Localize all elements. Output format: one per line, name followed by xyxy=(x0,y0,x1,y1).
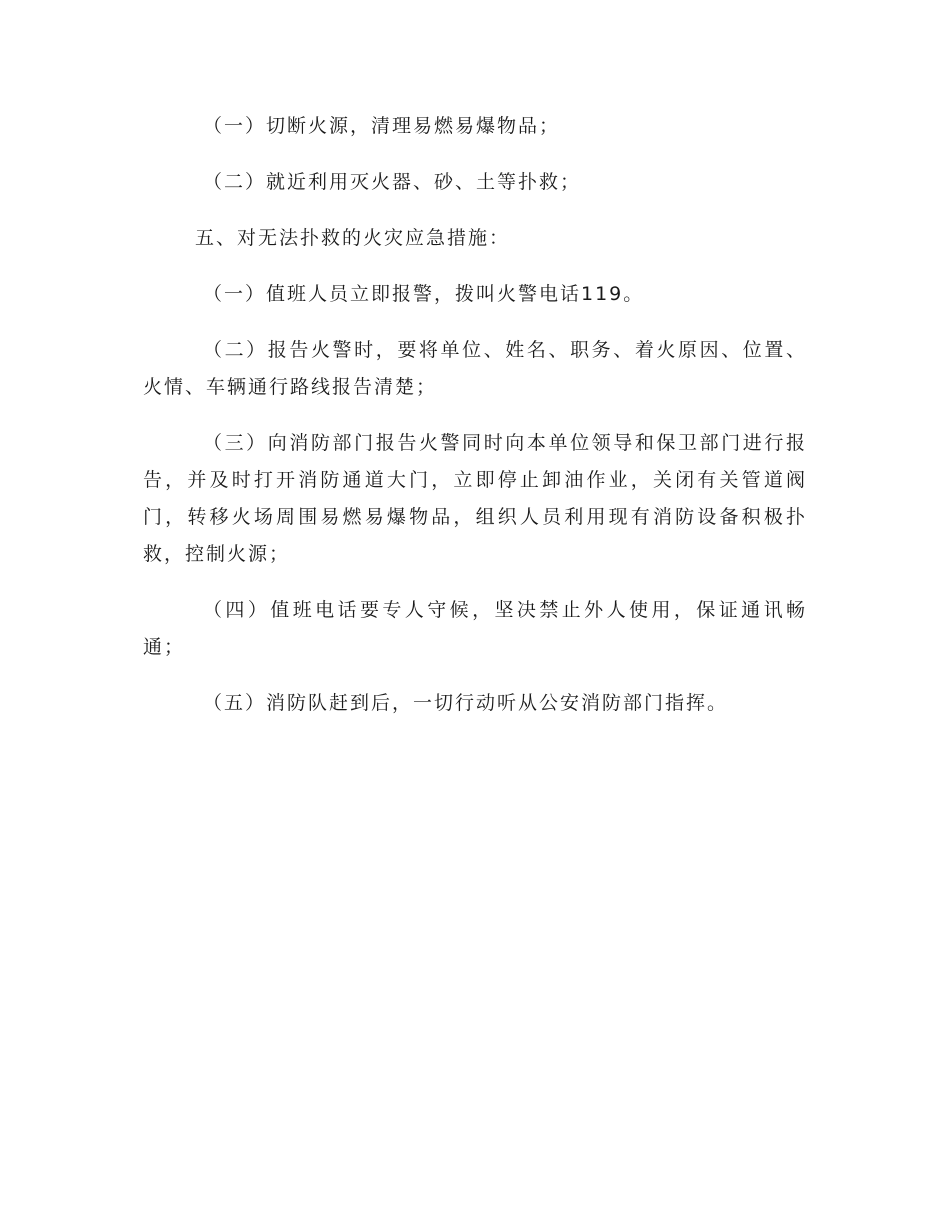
section-heading-emergency-measures: 五、对无法扑救的火灾应急措施： xyxy=(195,227,511,249)
paragraph-duty-phone: （四）值班电话要专人守候，坚决禁止外人使用，保证通讯畅通； xyxy=(143,599,807,658)
paragraph-cut-fire-source: （一）切断火源，清理易燃易爆物品； xyxy=(203,115,561,137)
paragraph-report-details: （二）报告火警时，要将单位、姓名、职务、着火原因、位置、火情、车辆通行路线报告清楚； xyxy=(143,339,807,398)
paragraph-extinguish-nearby: （二）就近利用灭火器、砂、土等扑救； xyxy=(203,171,582,193)
document-body xyxy=(143,108,807,741)
paragraph-call-119: （一）值班人员立即报警，拨叫火警电话119。 xyxy=(203,283,645,305)
paragraph-report-to-departments: （三）向消防部门报告火警同时向本单位领导和保卫部门进行报告，并及时打开消防通道大门，立即停止卸油作业，关闭有关管道阀门，转移火场周围易燃易爆物品，组织人员利用现有消防设备积极扑救，控制火源； xyxy=(143,432,807,565)
paragraph-follow-fire-brigade: （五）消防队赶到后，一切行动听从公安消防部门指挥。 xyxy=(203,692,729,714)
